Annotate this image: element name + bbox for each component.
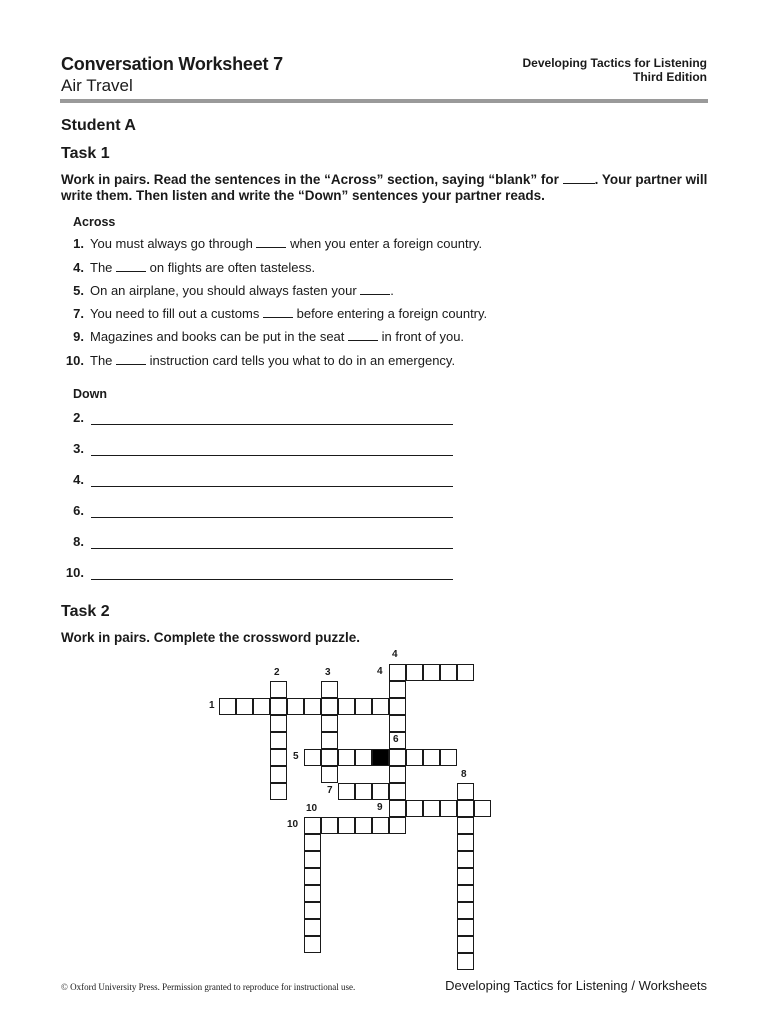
crossword-cell[interactable]	[321, 749, 338, 766]
crossword-cell[interactable]	[457, 817, 474, 834]
crossword-cell[interactable]	[457, 851, 474, 868]
crossword-cell[interactable]	[338, 749, 355, 766]
crossword-cell[interactable]	[304, 868, 321, 885]
crossword-cell[interactable]	[389, 783, 406, 800]
crossword-cell[interactable]	[304, 698, 321, 715]
across-text-before: You must always go through	[90, 236, 253, 251]
crossword-cell[interactable]	[440, 749, 457, 766]
across-text-before: The	[90, 260, 113, 275]
crossword-clue-number: 1	[209, 700, 215, 711]
crossword-cell[interactable]	[457, 664, 474, 681]
crossword-cell[interactable]	[270, 715, 287, 732]
crossword-cell[interactable]	[457, 868, 474, 885]
crossword-cell[interactable]	[321, 766, 338, 783]
crossword-cell[interactable]	[355, 783, 372, 800]
down-number: 2.	[73, 410, 84, 425]
down-number: 10.	[65, 565, 84, 580]
across-text-before: The	[90, 353, 113, 368]
across-number: 10.	[65, 353, 84, 368]
task1-instructions-part2: . Your partner will	[594, 172, 708, 187]
down-number: 8.	[73, 534, 84, 549]
crossword-cell[interactable]	[355, 749, 372, 766]
crossword-cell[interactable]	[270, 766, 287, 783]
crossword-clue-number: 9	[377, 802, 383, 813]
worksheet-title: Conversation Worksheet 7	[61, 54, 283, 74]
crossword-clue-number: 10	[306, 803, 318, 814]
crossword-cell[interactable]	[406, 749, 423, 766]
across-text-after: in front of you.	[381, 329, 465, 344]
across-text-after: instruction card tells you what to do in an emergency.	[149, 353, 456, 368]
crossword-cell[interactable]	[355, 817, 372, 834]
crossword-cell[interactable]	[389, 664, 406, 681]
crossword-cell[interactable]	[389, 715, 406, 732]
across-number: 5.	[73, 283, 84, 298]
across-text-before: Magazines and books can be put in the seat	[90, 329, 345, 344]
task2-heading: Task 2	[61, 603, 110, 620]
crossword-clue-number: 3	[325, 667, 331, 678]
crossword-clue-number: 7	[327, 785, 333, 796]
crossword-cell[interactable]	[270, 732, 287, 749]
crossword-cell[interactable]	[406, 664, 423, 681]
crossword-clue-number: 5	[293, 751, 299, 762]
crossword-cell[interactable]	[457, 936, 474, 953]
crossword-clue-number: 2	[274, 667, 280, 678]
across-number: 7.	[73, 306, 84, 321]
across-text-after: .	[390, 283, 394, 298]
crossword-cell[interactable]	[423, 800, 440, 817]
worksheet-subtitle: Air Travel	[61, 76, 133, 95]
crossword-cell[interactable]	[321, 698, 338, 715]
crossword-cell[interactable]	[270, 749, 287, 766]
crossword-cell[interactable]	[219, 698, 236, 715]
down-number: 4.	[73, 472, 84, 487]
crossword-cell[interactable]	[474, 800, 491, 817]
crossword-cell[interactable]	[389, 698, 406, 715]
across-text-before: On an airplane, you should always fasten your	[90, 283, 357, 298]
crossword-shaded-cell	[372, 749, 389, 766]
crossword-cell[interactable]	[304, 749, 321, 766]
crossword-cell[interactable]	[270, 698, 287, 715]
crossword-cell[interactable]	[270, 681, 287, 698]
crossword-cell[interactable]	[406, 800, 423, 817]
crossword-cell[interactable]	[457, 783, 474, 800]
across-number: 9.	[73, 329, 84, 344]
across-number: 1.	[73, 236, 84, 251]
crossword-cell[interactable]	[304, 834, 321, 851]
down-number: 3.	[73, 441, 84, 456]
footer-series: Developing Tactics for Listening / Worksheets	[445, 978, 707, 993]
crossword-cell[interactable]	[457, 885, 474, 902]
crossword-cell[interactable]	[304, 817, 321, 834]
across-text-after: when you enter a foreign country.	[290, 236, 483, 251]
crossword-cell[interactable]	[389, 681, 406, 698]
crossword-cell[interactable]	[440, 664, 457, 681]
across-number: 4.	[73, 260, 84, 275]
crossword-cell[interactable]	[457, 902, 474, 919]
crossword-cell[interactable]	[304, 902, 321, 919]
crossword-cell[interactable]	[304, 851, 321, 868]
crossword-cell[interactable]	[440, 800, 457, 817]
down-label: Down	[73, 387, 108, 401]
crossword-cell[interactable]	[304, 936, 321, 953]
crossword-clue-number: 4	[377, 666, 383, 677]
crossword-cell[interactable]	[321, 817, 338, 834]
crossword-clue-number: 8	[461, 769, 467, 780]
crossword-cell[interactable]	[338, 698, 355, 715]
task1-heading: Task 1	[61, 145, 110, 162]
down-number: 6.	[73, 503, 84, 518]
crossword-cell[interactable]	[389, 800, 406, 817]
across-text-after: on flights are often tasteless.	[149, 260, 316, 275]
crossword-cell[interactable]	[338, 783, 355, 800]
across-text-before: You need to fill out a customs	[90, 306, 260, 321]
crossword-cell[interactable]	[321, 681, 338, 698]
book-edition: Third Edition	[633, 70, 707, 84]
crossword-cell[interactable]	[321, 732, 338, 749]
crossword-cell[interactable]	[423, 749, 440, 766]
student-heading: Student A	[61, 117, 136, 134]
crossword-cell[interactable]	[372, 698, 389, 715]
book-title: Developing Tactics for Listening	[522, 56, 707, 70]
crossword-cell[interactable]	[304, 885, 321, 902]
crossword-cell[interactable]	[321, 715, 338, 732]
task2-instructions: Work in pairs. Complete the crossword puzzle.	[61, 630, 361, 645]
crossword-cell[interactable]	[389, 817, 406, 834]
crossword-clue-number: 10	[287, 819, 299, 830]
crossword-cell[interactable]	[457, 953, 474, 970]
crossword-cell[interactable]	[457, 919, 474, 936]
crossword-cell[interactable]	[423, 664, 440, 681]
across-label: Across	[73, 215, 116, 229]
crossword-cell[interactable]	[287, 698, 304, 715]
crossword-cell[interactable]	[304, 919, 321, 936]
crossword-cell[interactable]	[236, 698, 253, 715]
crossword-cell[interactable]	[389, 749, 406, 766]
task1-instructions-part1: Work in pairs. Read the sentences in the “Across” section, saying “blank” for	[61, 172, 559, 187]
crossword-cell[interactable]	[355, 698, 372, 715]
crossword-cell[interactable]	[372, 817, 389, 834]
crossword-cell[interactable]	[389, 766, 406, 783]
copyright-notice: © Oxford University Press. Permission granted to reproduce for instructional use.	[61, 982, 356, 992]
crossword-cell[interactable]	[372, 783, 389, 800]
crossword-cell[interactable]	[457, 800, 474, 817]
crossword-clue-number: 4	[392, 649, 398, 660]
crossword-clue-number: 6	[393, 734, 399, 745]
crossword-cell[interactable]	[253, 698, 270, 715]
crossword-cell[interactable]	[457, 834, 474, 851]
across-text-after: before entering a foreign country.	[296, 306, 488, 321]
crossword-cell[interactable]	[270, 783, 287, 800]
crossword-cell[interactable]	[338, 817, 355, 834]
task1-instructions-part3: write them. Then listen and write the “Down” sentences your partner reads.	[61, 188, 545, 203]
